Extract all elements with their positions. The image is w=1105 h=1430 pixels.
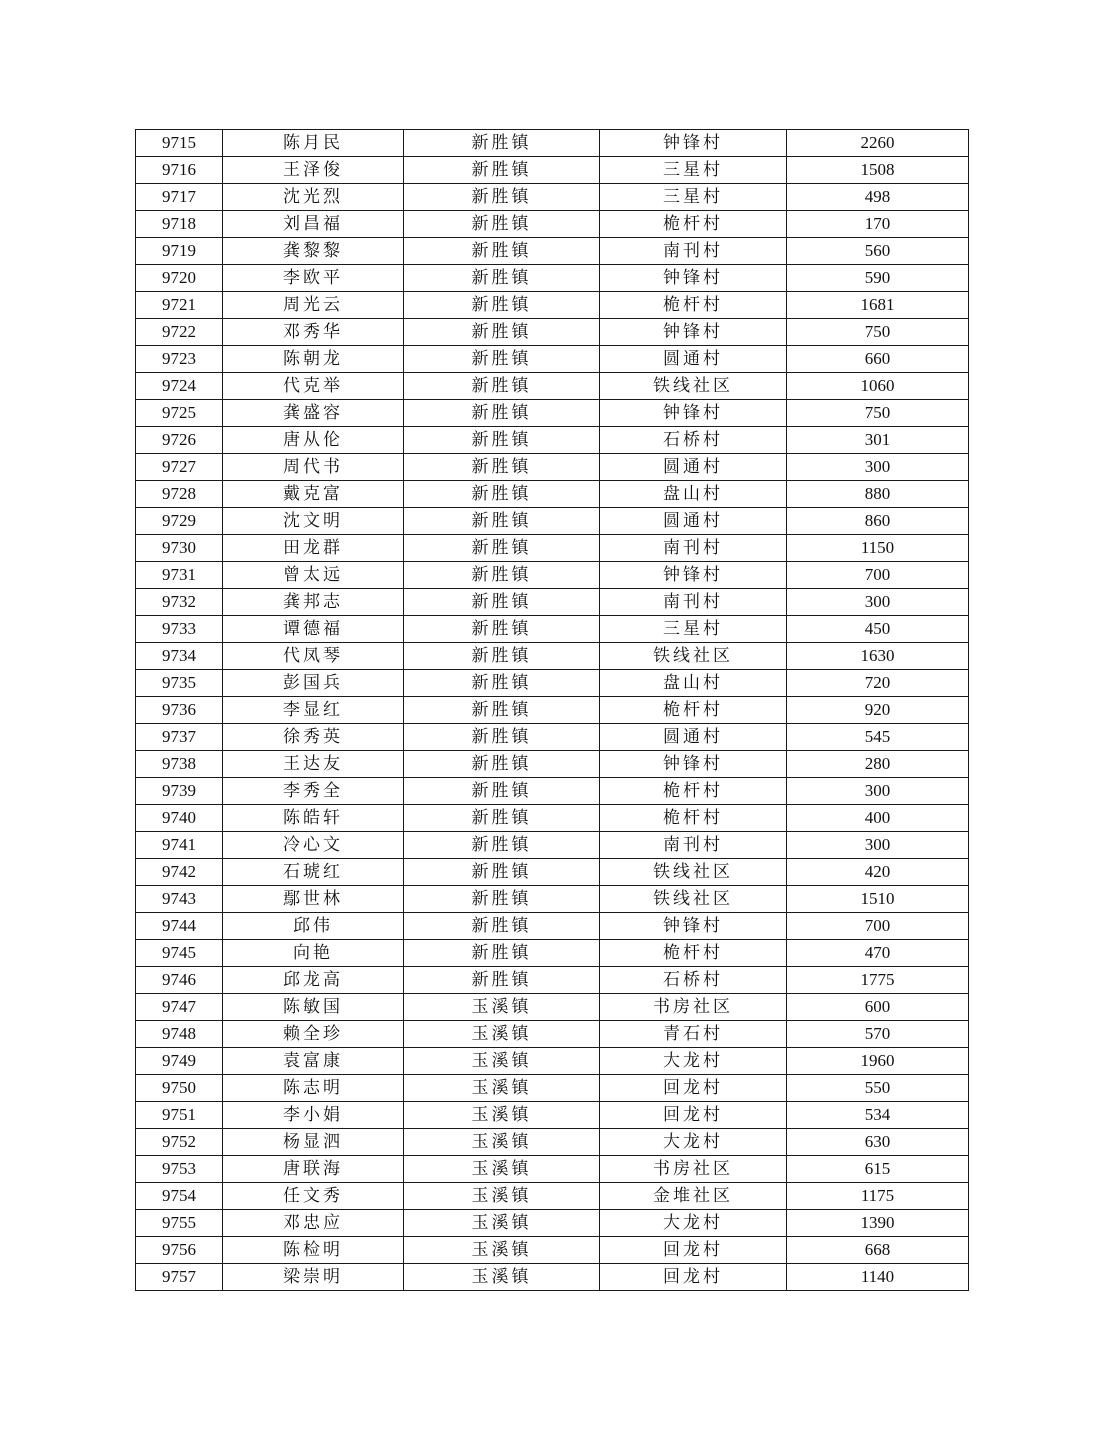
table-row: [136, 1102, 969, 1129]
village-cell: 铁线社区: [600, 643, 787, 670]
name-cell: 邓秀华: [223, 319, 404, 346]
row-number-cell: 9733: [136, 616, 223, 643]
row-number-cell: 9732: [136, 589, 223, 616]
village-cell: 桅杆村: [600, 292, 787, 319]
village-cell: 石桥村: [600, 967, 787, 994]
amount-cell: 920: [787, 697, 969, 724]
town-cell: 新胜镇: [404, 400, 600, 427]
town-cell: 新胜镇: [404, 616, 600, 643]
town-cell: 新胜镇: [404, 832, 600, 859]
village-cell: 南刊村: [600, 589, 787, 616]
table-row: [136, 319, 969, 346]
town-cell: 玉溪镇: [404, 1048, 600, 1075]
village-cell: 南刊村: [600, 535, 787, 562]
village-cell: 盘山村: [600, 481, 787, 508]
town-cell: 玉溪镇: [404, 1075, 600, 1102]
name-cell: 王泽俊: [223, 157, 404, 184]
name-cell: 曾太远: [223, 562, 404, 589]
town-cell: 新胜镇: [404, 805, 600, 832]
name-cell: 田龙群: [223, 535, 404, 562]
amount-cell: 1775: [787, 967, 969, 994]
name-cell: 石琥红: [223, 859, 404, 886]
village-cell: 桅杆村: [600, 940, 787, 967]
village-cell: 圆通村: [600, 454, 787, 481]
name-cell: 刘昌福: [223, 211, 404, 238]
amount-cell: 1140: [787, 1264, 969, 1291]
row-number-cell: 9754: [136, 1183, 223, 1210]
name-cell: 陈皓轩: [223, 805, 404, 832]
name-cell: 徐秀英: [223, 724, 404, 751]
row-number-cell: 9738: [136, 751, 223, 778]
name-cell: 邱伟: [223, 913, 404, 940]
amount-cell: 590: [787, 265, 969, 292]
amount-cell: 1390: [787, 1210, 969, 1237]
row-number-cell: 9726: [136, 427, 223, 454]
amount-cell: 170: [787, 211, 969, 238]
amount-cell: 1681: [787, 292, 969, 319]
table-row: [136, 292, 969, 319]
name-cell: 沈光烈: [223, 184, 404, 211]
amount-cell: 450: [787, 616, 969, 643]
village-cell: 石桥村: [600, 427, 787, 454]
table-row: [136, 508, 969, 535]
amount-cell: 750: [787, 400, 969, 427]
amount-cell: 420: [787, 859, 969, 886]
table-row: [136, 346, 969, 373]
name-cell: 李小娟: [223, 1102, 404, 1129]
name-cell: 陈志明: [223, 1075, 404, 1102]
table-row: [136, 211, 969, 238]
town-cell: 新胜镇: [404, 643, 600, 670]
table-row: [136, 535, 969, 562]
row-number-cell: 9757: [136, 1264, 223, 1291]
table-row: [136, 238, 969, 265]
town-cell: 玉溪镇: [404, 994, 600, 1021]
name-cell: 冷心文: [223, 832, 404, 859]
name-cell: 龚黎黎: [223, 238, 404, 265]
data-table: [135, 129, 969, 1291]
amount-cell: 1175: [787, 1183, 969, 1210]
amount-cell: 1960: [787, 1048, 969, 1075]
row-number-cell: 9725: [136, 400, 223, 427]
town-cell: 新胜镇: [404, 535, 600, 562]
row-number-cell: 9739: [136, 778, 223, 805]
town-cell: 新胜镇: [404, 184, 600, 211]
name-cell: 唐联海: [223, 1156, 404, 1183]
town-cell: 新胜镇: [404, 940, 600, 967]
table-row: [136, 778, 969, 805]
village-cell: 圆通村: [600, 724, 787, 751]
village-cell: 铁线社区: [600, 886, 787, 913]
table-row: [136, 1048, 969, 1075]
village-cell: 桅杆村: [600, 697, 787, 724]
town-cell: 玉溪镇: [404, 1264, 600, 1291]
town-cell: 新胜镇: [404, 913, 600, 940]
name-cell: 梁崇明: [223, 1264, 404, 1291]
row-number-cell: 9747: [136, 994, 223, 1021]
village-cell: 大龙村: [600, 1210, 787, 1237]
name-cell: 王达友: [223, 751, 404, 778]
amount-cell: 300: [787, 778, 969, 805]
amount-cell: 560: [787, 238, 969, 265]
village-cell: 回龙村: [600, 1102, 787, 1129]
name-cell: 龚邦志: [223, 589, 404, 616]
row-number-cell: 9722: [136, 319, 223, 346]
row-number-cell: 9750: [136, 1075, 223, 1102]
table-row: [136, 859, 969, 886]
town-cell: 新胜镇: [404, 481, 600, 508]
row-number-cell: 9743: [136, 886, 223, 913]
village-cell: 金堆社区: [600, 1183, 787, 1210]
row-number-cell: 9728: [136, 481, 223, 508]
village-cell: 钟锋村: [600, 913, 787, 940]
name-cell: 龚盛容: [223, 400, 404, 427]
name-cell: 鄢世林: [223, 886, 404, 913]
amount-cell: 570: [787, 1021, 969, 1048]
row-number-cell: 9717: [136, 184, 223, 211]
row-number-cell: 9716: [136, 157, 223, 184]
table-row: [136, 1021, 969, 1048]
name-cell: 陈月民: [223, 130, 404, 157]
row-number-cell: 9749: [136, 1048, 223, 1075]
village-cell: 南刊村: [600, 832, 787, 859]
town-cell: 新胜镇: [404, 373, 600, 400]
table-row: [136, 454, 969, 481]
amount-cell: 1060: [787, 373, 969, 400]
name-cell: 赖全珍: [223, 1021, 404, 1048]
table-row: [136, 1183, 969, 1210]
row-number-cell: 9731: [136, 562, 223, 589]
town-cell: 新胜镇: [404, 886, 600, 913]
amount-cell: 600: [787, 994, 969, 1021]
village-cell: 桅杆村: [600, 211, 787, 238]
name-cell: 任文秀: [223, 1183, 404, 1210]
village-cell: 书房社区: [600, 1156, 787, 1183]
name-cell: 陈检明: [223, 1237, 404, 1264]
table-row: [136, 967, 969, 994]
table-row: [136, 373, 969, 400]
town-cell: 玉溪镇: [404, 1021, 600, 1048]
village-cell: 三星村: [600, 184, 787, 211]
row-number-cell: 9735: [136, 670, 223, 697]
name-cell: 陈朝龙: [223, 346, 404, 373]
amount-cell: 498: [787, 184, 969, 211]
row-number-cell: 9740: [136, 805, 223, 832]
table-row: [136, 184, 969, 211]
name-cell: 代凤琴: [223, 643, 404, 670]
table-row: [136, 751, 969, 778]
village-cell: 圆通村: [600, 508, 787, 535]
table-row: [136, 913, 969, 940]
table-row: [136, 427, 969, 454]
village-cell: 南刊村: [600, 238, 787, 265]
village-cell: 桅杆村: [600, 778, 787, 805]
name-cell: 邱龙高: [223, 967, 404, 994]
town-cell: 玉溪镇: [404, 1129, 600, 1156]
table-row: [136, 616, 969, 643]
table-row: [136, 994, 969, 1021]
table-row: [136, 400, 969, 427]
town-cell: 新胜镇: [404, 211, 600, 238]
table-row: [136, 670, 969, 697]
row-number-cell: 9724: [136, 373, 223, 400]
row-number-cell: 9755: [136, 1210, 223, 1237]
amount-cell: 550: [787, 1075, 969, 1102]
town-cell: 玉溪镇: [404, 1237, 600, 1264]
table-row: [136, 130, 969, 157]
amount-cell: 1630: [787, 643, 969, 670]
amount-cell: 300: [787, 832, 969, 859]
amount-cell: 660: [787, 346, 969, 373]
amount-cell: 880: [787, 481, 969, 508]
village-cell: 回龙村: [600, 1237, 787, 1264]
village-cell: 铁线社区: [600, 373, 787, 400]
table-row: [136, 1075, 969, 1102]
row-number-cell: 9720: [136, 265, 223, 292]
name-cell: 戴克富: [223, 481, 404, 508]
name-cell: 谭德福: [223, 616, 404, 643]
amount-cell: 301: [787, 427, 969, 454]
name-cell: 李秀全: [223, 778, 404, 805]
village-cell: 大龙村: [600, 1129, 787, 1156]
row-number-cell: 9736: [136, 697, 223, 724]
table-row: [136, 832, 969, 859]
row-number-cell: 9737: [136, 724, 223, 751]
village-cell: 钟锋村: [600, 751, 787, 778]
row-number-cell: 9723: [136, 346, 223, 373]
village-cell: 回龙村: [600, 1264, 787, 1291]
table-row: [136, 481, 969, 508]
amount-cell: 534: [787, 1102, 969, 1129]
village-cell: 盘山村: [600, 670, 787, 697]
table-row: [136, 1129, 969, 1156]
village-cell: 铁线社区: [600, 859, 787, 886]
row-number-cell: 9744: [136, 913, 223, 940]
amount-cell: 300: [787, 589, 969, 616]
name-cell: 邓忠应: [223, 1210, 404, 1237]
amount-cell: 545: [787, 724, 969, 751]
town-cell: 新胜镇: [404, 967, 600, 994]
table-row: [136, 724, 969, 751]
table-row: [136, 1210, 969, 1237]
row-number-cell: 9741: [136, 832, 223, 859]
table-row: [136, 1264, 969, 1291]
row-number-cell: 9729: [136, 508, 223, 535]
village-cell: 回龙村: [600, 1075, 787, 1102]
row-number-cell: 9730: [136, 535, 223, 562]
amount-cell: 630: [787, 1129, 969, 1156]
amount-cell: 700: [787, 913, 969, 940]
town-cell: 新胜镇: [404, 292, 600, 319]
town-cell: 新胜镇: [404, 319, 600, 346]
village-cell: 钟锋村: [600, 400, 787, 427]
village-cell: 三星村: [600, 157, 787, 184]
village-cell: 桅杆村: [600, 805, 787, 832]
row-number-cell: 9746: [136, 967, 223, 994]
town-cell: 新胜镇: [404, 697, 600, 724]
amount-cell: 300: [787, 454, 969, 481]
amount-cell: 720: [787, 670, 969, 697]
name-cell: 向艳: [223, 940, 404, 967]
village-cell: 钟锋村: [600, 265, 787, 292]
name-cell: 陈敏国: [223, 994, 404, 1021]
name-cell: 李显红: [223, 697, 404, 724]
town-cell: 新胜镇: [404, 751, 600, 778]
name-cell: 杨显泗: [223, 1129, 404, 1156]
table-row: [136, 805, 969, 832]
table-row: [136, 697, 969, 724]
town-cell: 新胜镇: [404, 265, 600, 292]
town-cell: 玉溪镇: [404, 1102, 600, 1129]
village-cell: 青石村: [600, 1021, 787, 1048]
town-cell: 新胜镇: [404, 778, 600, 805]
row-number-cell: 9719: [136, 238, 223, 265]
table-row: [136, 643, 969, 670]
town-cell: 新胜镇: [404, 562, 600, 589]
town-cell: 新胜镇: [404, 454, 600, 481]
row-number-cell: 9752: [136, 1129, 223, 1156]
row-number-cell: 9756: [136, 1237, 223, 1264]
town-cell: 新胜镇: [404, 724, 600, 751]
name-cell: 袁富康: [223, 1048, 404, 1075]
village-cell: 钟锋村: [600, 319, 787, 346]
amount-cell: 1508: [787, 157, 969, 184]
table-row: [136, 265, 969, 292]
amount-cell: 2260: [787, 130, 969, 157]
village-cell: 书房社区: [600, 994, 787, 1021]
town-cell: 新胜镇: [404, 346, 600, 373]
table-row: [136, 886, 969, 913]
table-body: [136, 130, 969, 1291]
amount-cell: 400: [787, 805, 969, 832]
amount-cell: 700: [787, 562, 969, 589]
amount-cell: 615: [787, 1156, 969, 1183]
table-row: [136, 589, 969, 616]
row-number-cell: 9745: [136, 940, 223, 967]
name-cell: 唐从伦: [223, 427, 404, 454]
town-cell: 新胜镇: [404, 238, 600, 265]
name-cell: 周代书: [223, 454, 404, 481]
row-number-cell: 9751: [136, 1102, 223, 1129]
town-cell: 新胜镇: [404, 508, 600, 535]
town-cell: 新胜镇: [404, 427, 600, 454]
town-cell: 新胜镇: [404, 130, 600, 157]
name-cell: 沈文明: [223, 508, 404, 535]
row-number-cell: 9742: [136, 859, 223, 886]
table-row: [136, 1156, 969, 1183]
row-number-cell: 9727: [136, 454, 223, 481]
row-number-cell: 9718: [136, 211, 223, 238]
town-cell: 玉溪镇: [404, 1183, 600, 1210]
row-number-cell: 9715: [136, 130, 223, 157]
amount-cell: 1510: [787, 886, 969, 913]
amount-cell: 750: [787, 319, 969, 346]
table-row: [136, 157, 969, 184]
name-cell: 彭国兵: [223, 670, 404, 697]
amount-cell: 1150: [787, 535, 969, 562]
village-cell: 大龙村: [600, 1048, 787, 1075]
name-cell: 李欧平: [223, 265, 404, 292]
row-number-cell: 9734: [136, 643, 223, 670]
village-cell: 钟锋村: [600, 562, 787, 589]
row-number-cell: 9748: [136, 1021, 223, 1048]
row-number-cell: 9721: [136, 292, 223, 319]
amount-cell: 668: [787, 1237, 969, 1264]
table-row: [136, 940, 969, 967]
row-number-cell: 9753: [136, 1156, 223, 1183]
town-cell: 新胜镇: [404, 859, 600, 886]
village-cell: 三星村: [600, 616, 787, 643]
village-cell: 钟锋村: [600, 130, 787, 157]
name-cell: 周光云: [223, 292, 404, 319]
town-cell: 玉溪镇: [404, 1210, 600, 1237]
town-cell: 玉溪镇: [404, 1156, 600, 1183]
amount-cell: 860: [787, 508, 969, 535]
table-row: [136, 1237, 969, 1264]
town-cell: 新胜镇: [404, 157, 600, 184]
table-row: [136, 562, 969, 589]
amount-cell: 280: [787, 751, 969, 778]
village-cell: 圆通村: [600, 346, 787, 373]
town-cell: 新胜镇: [404, 589, 600, 616]
name-cell: 代克举: [223, 373, 404, 400]
amount-cell: 470: [787, 940, 969, 967]
town-cell: 新胜镇: [404, 670, 600, 697]
